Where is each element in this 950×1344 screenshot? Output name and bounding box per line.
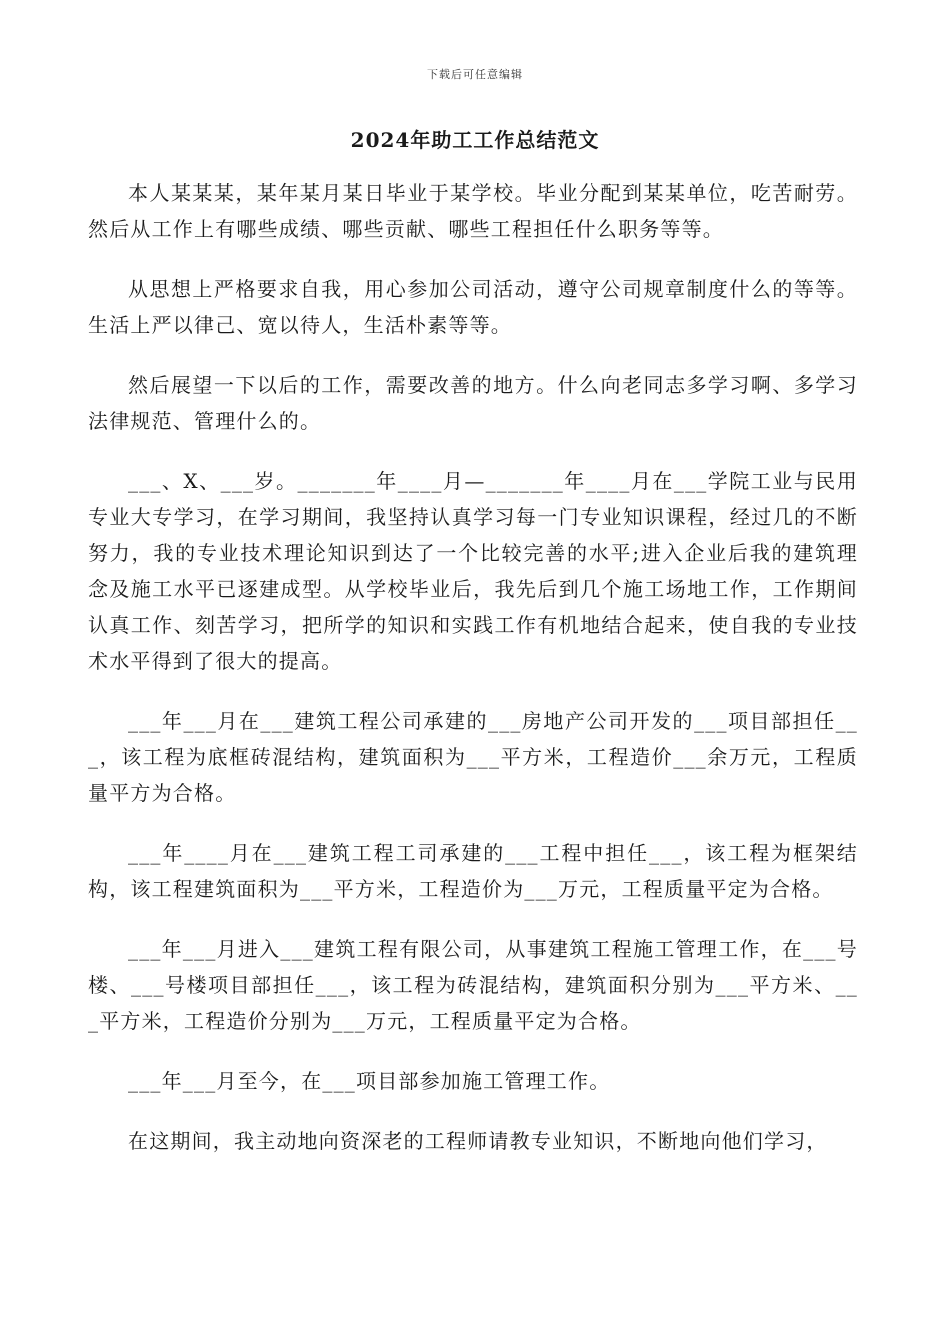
document-title: 2024年助工工作总结范文: [350, 128, 600, 152]
paragraph-education: ___、X、___岁。_______年____月—_______年____月在___学院工业与民用专业大专学习，在学习期间，我坚持认真学习每一门专业知识课程，经过几的不断努力，我的专业技术理论知识到达了一个比较完善的水平;进入企业后我的建筑理念及施工水平已逐建成型。从学校毕业后，我先后到几个施工场地工作，工作期间认真工作、刻苦学习，把所学的知识和实践工作有机地结合起来，使自我的专业技术水平得到了很大的提高。: [88, 469, 858, 673]
paragraph-outlook: 然后展望一下以后的工作，需要改善的地方。什么向老同志多学习啊、多学习法律规范、管理什么的。: [88, 373, 858, 433]
paragraph-current: ___年___月至今，在___项目部参加施工管理工作。: [128, 1069, 611, 1093]
paragraph-learning: 在这期间，我主动地向资深老的工程师请教专业知识，不断地向他们学习，: [128, 1129, 828, 1153]
paragraph-project-1: ___年___月在___建筑工程公司承建的___房地产公司开发的___项目部担任___，该工程为底框砖混结构，建筑面积为___平方米，工程造价___余万元，工程质量平方为合格。: [88, 709, 858, 805]
paragraph-project-3: ___年___月进入___建筑工程有限公司，从事建筑工程施工管理工作，在___号楼、___号楼项目部担任___，该工程为砖混结构，建筑面积分别为___平方米、___平方米，工程造价分别为___万元，工程质量平定为合格。: [88, 937, 858, 1033]
paragraph-project-2: ___年____月在___建筑工程工司承建的___工程中担任___，该工程为框架结构，该工程建筑面积为___平方米，工程造价为___万元，工程质量平定为合格。: [88, 841, 858, 901]
paragraph-conduct: 从思想上严格要求自我，用心参加公司活动，遵守公司规章制度什么的等等。生活上严以律己、宽以待人，生活朴素等等。: [88, 277, 858, 337]
paragraph-intro: 本人某某某，某年某月某日毕业于某学校。毕业分配到某某单位，吃苦耐劳。然后从工作上有哪些成绩、哪些贡献、哪些工程担任什么职务等等。: [88, 181, 858, 241]
download-note: 下载后可任意编辑: [427, 68, 523, 81]
document-body: [88, 175, 858, 1183]
